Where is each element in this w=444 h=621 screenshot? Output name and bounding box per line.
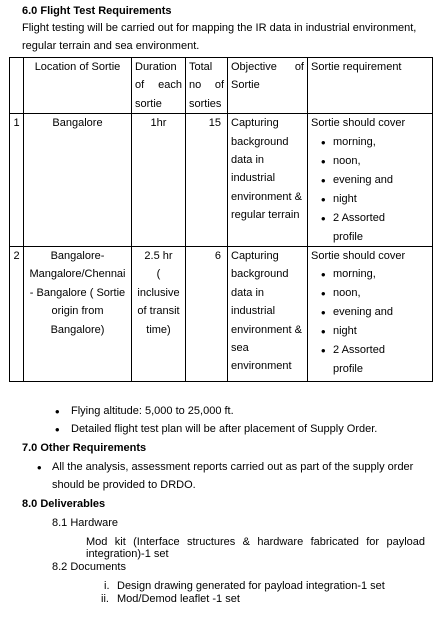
list-item: • morning,	[323, 133, 429, 152]
document-item-2: Mod/Demod leaflet -1 set	[117, 593, 240, 605]
bullet-icon: •	[55, 404, 60, 419]
row-2-location: Bangalore- Mangalore/Chennai - Bangalore ( Sortie origin from Bangalore)	[24, 247, 132, 382]
bullet-icon: •	[55, 422, 60, 437]
row-1-num: 1	[10, 114, 24, 247]
row-1-total: 15	[186, 114, 228, 247]
row-2-objective: Capturing background data in industrial environment & sea environment	[228, 247, 308, 382]
bullet-icon: •	[37, 460, 42, 475]
document-item-2-num: ii.	[101, 593, 109, 605]
hardware-line1: Mod kit (Interface structures & hardware fabricated for payload	[86, 536, 425, 548]
list-item: • morning,	[323, 265, 429, 284]
header-total: Total no of sorties	[186, 58, 228, 114]
altitude-bullet: Flying altitude: 5,000 to 25,000 ft.	[71, 405, 234, 417]
list-item-continuation: profile	[333, 230, 363, 243]
header-duration: Duration of each sortie	[132, 58, 186, 114]
row-2-duration: 2.5 hr ( inclusive of transit time)	[132, 247, 186, 382]
list-item-continuation: profile	[333, 363, 363, 376]
header-requirement: Sortie requirement	[308, 58, 433, 114]
header-num	[10, 58, 24, 114]
row-2-requirement: Sortie should cover • morning, • noon, • evening and • night • 2 Assorted profile	[308, 247, 433, 382]
list-item: • night	[323, 190, 429, 209]
section-6-heading: 6.0 Flight Test Requirements	[22, 5, 172, 17]
table-header-row	[10, 58, 433, 114]
list-item: • noon,	[323, 284, 429, 303]
flight-test-table	[9, 57, 433, 382]
section-6-intro-line2: regular terrain and sea environment.	[22, 40, 200, 52]
row-2-total: 6	[186, 247, 228, 382]
section-7-line2: should be provided to DRDO.	[52, 479, 196, 491]
table-row	[10, 114, 433, 247]
document-item-1: Design drawing generated for payload integration-1 set	[117, 580, 385, 592]
list-item: • evening and	[323, 303, 429, 322]
list-item: • 2 Assorted	[323, 341, 429, 360]
header-objective: Objective of Sortie	[228, 58, 308, 114]
list-item: • 2 Assorted	[323, 209, 429, 228]
hardware-label: 8.1 Hardware	[52, 517, 119, 529]
list-item: • noon,	[323, 152, 429, 171]
documents-label: 8.2 Documents	[52, 561, 126, 573]
row-1-objective: Capturing background data in industrial environment & regular terrain	[228, 114, 308, 247]
table-row	[10, 247, 433, 382]
hardware-line2: integration)-1 set	[86, 548, 169, 560]
row-1-duration: 1hr	[132, 114, 186, 247]
row-1-location: Bangalore	[24, 114, 132, 247]
list-item: • night	[323, 322, 429, 341]
row-2-num: 2	[10, 247, 24, 382]
list-item: • evening and	[323, 171, 429, 190]
document-item-1-num: i.	[104, 580, 110, 592]
section-6-intro-line1: Flight testing will be carried out for mapping the IR data in industrial environment,	[22, 22, 417, 34]
section-7-heading: 7.0 Other Requirements	[22, 442, 147, 454]
section-7-line1: All the analysis, assessment reports carried out as part of the supply order	[52, 461, 414, 473]
header-location: Location of Sortie	[24, 58, 132, 114]
flight-plan-bullet: Detailed flight test plan will be after placement of Supply Order.	[71, 423, 378, 435]
row-1-requirement: Sortie should cover • morning, • noon, • evening and • night • 2 Assorted profile	[308, 114, 433, 247]
section-8-heading: 8.0 Deliverables	[22, 498, 106, 510]
